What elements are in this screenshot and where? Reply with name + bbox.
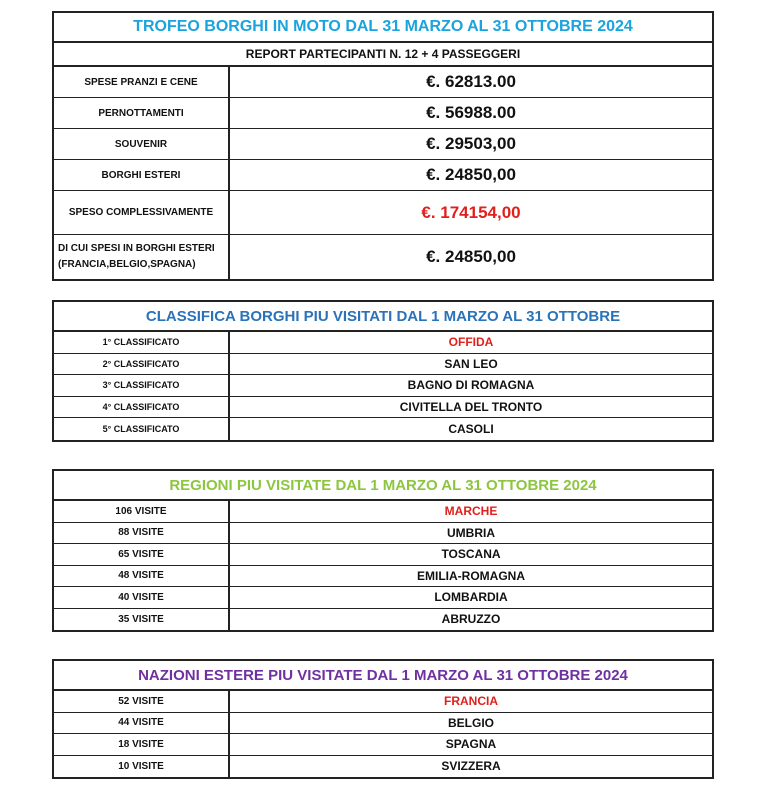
row-label: SPESO COMPLESSIVAMENTE [54, 191, 230, 234]
rank-value: CIVITELLA DEL TRONTO [399, 399, 543, 414]
row-label: DI CUI SPESI IN BORGHI ESTERI (FRANCIA,BELGIO,SPAGNA) [54, 235, 230, 279]
row-value: €. 24850,00 [426, 247, 516, 266]
visits-label: 48 VISITE [54, 566, 230, 587]
row-label: PERNOTTAMENTI [54, 98, 230, 128]
regioni-ranking-table [52, 469, 714, 632]
nazioni-ranking-table [52, 659, 714, 779]
row-value: €. 62813.00 [426, 72, 516, 91]
country-value: SPAGNA [445, 737, 497, 752]
region-value: EMILIA-ROMAGNA [417, 568, 525, 583]
table-row [54, 691, 712, 713]
table-row [54, 67, 712, 98]
table-row [54, 375, 712, 397]
visits-label: 65 VISITE [54, 544, 230, 565]
region-value: LOMBARDIA [434, 590, 508, 605]
table-row [54, 191, 712, 235]
visits-label: 35 VISITE [54, 609, 230, 631]
row-label: BORGHI ESTERI [54, 160, 230, 190]
rank-label: 1° CLASSIFICATO [54, 332, 230, 353]
borghi-title: CLASSIFICA BORGHI PIU VISITATI DAL 1 MARZO AL 31 OTTOBRE [54, 302, 712, 332]
visits-label: 10 VISITE [54, 756, 230, 778]
region-value: UMBRIA [447, 525, 495, 540]
table-row [54, 609, 712, 631]
borghi-ranking-table [52, 300, 714, 442]
rank-value: SAN LEO [444, 356, 498, 371]
visits-label: 44 VISITE [54, 713, 230, 734]
table-row [54, 418, 712, 440]
total-spent-value: €. 174154,00 [421, 202, 521, 222]
table-row [54, 734, 712, 756]
region-value: ABRUZZO [441, 612, 501, 627]
country-value: FRANCIA [444, 694, 498, 709]
table-row [54, 713, 712, 735]
table-row [54, 98, 712, 129]
country-value: SVIZZERA [441, 759, 501, 774]
country-value: BELGIO [447, 715, 494, 730]
table-row [54, 544, 712, 566]
regioni-title: REGIONI PIU VISITATE DAL 1 MARZO AL 31 OTTOBRE 2024 [54, 471, 712, 501]
table-row [54, 397, 712, 419]
table-row [54, 587, 712, 609]
expense-report-table [52, 11, 714, 281]
visits-label: 52 VISITE [54, 691, 230, 712]
report-subtitle: REPORT PARTECIPANTI N. 12 + 4 PASSEGGERI [54, 43, 712, 67]
table-row [54, 235, 712, 279]
table-row [54, 160, 712, 191]
row-label: SOUVENIR [54, 129, 230, 159]
visits-label: 40 VISITE [54, 587, 230, 608]
report-title: TROFEO BORGHI IN MOTO DAL 31 MARZO AL 31 OTTOBRE 2024 [54, 13, 712, 43]
visits-label: 18 VISITE [54, 734, 230, 755]
table-row [54, 501, 712, 523]
row-label: SPESE PRANZI E CENE [54, 67, 230, 97]
table-row [54, 354, 712, 376]
table-row [54, 332, 712, 354]
table-row [54, 129, 712, 160]
table-row [54, 566, 712, 588]
visits-label: 88 VISITE [54, 523, 230, 544]
rank-value: BAGNO DI ROMAGNA [407, 378, 535, 393]
table-row [54, 756, 712, 778]
rank-label: 4° CLASSIFICATO [54, 397, 230, 418]
table-row [54, 523, 712, 545]
row-value: €. 24850,00 [426, 165, 516, 184]
visits-label: 106 VISITE [54, 501, 230, 522]
nazioni-title: NAZIONI ESTERE PIU VISITATE DAL 1 MARZO AL 31 OTTOBRE 2024 [54, 661, 712, 691]
rank-label: 3° CLASSIFICATO [54, 375, 230, 396]
row-value: €. 56988.00 [426, 103, 516, 122]
region-value: MARCHE [444, 504, 498, 519]
rank-label: 5° CLASSIFICATO [54, 418, 230, 440]
rank-label: 2° CLASSIFICATO [54, 354, 230, 375]
rank-value: CASOLI [448, 421, 494, 436]
rank-value: OFFIDA [448, 335, 494, 350]
row-value: €. 29503,00 [426, 134, 516, 153]
region-value: TOSCANA [441, 547, 501, 562]
